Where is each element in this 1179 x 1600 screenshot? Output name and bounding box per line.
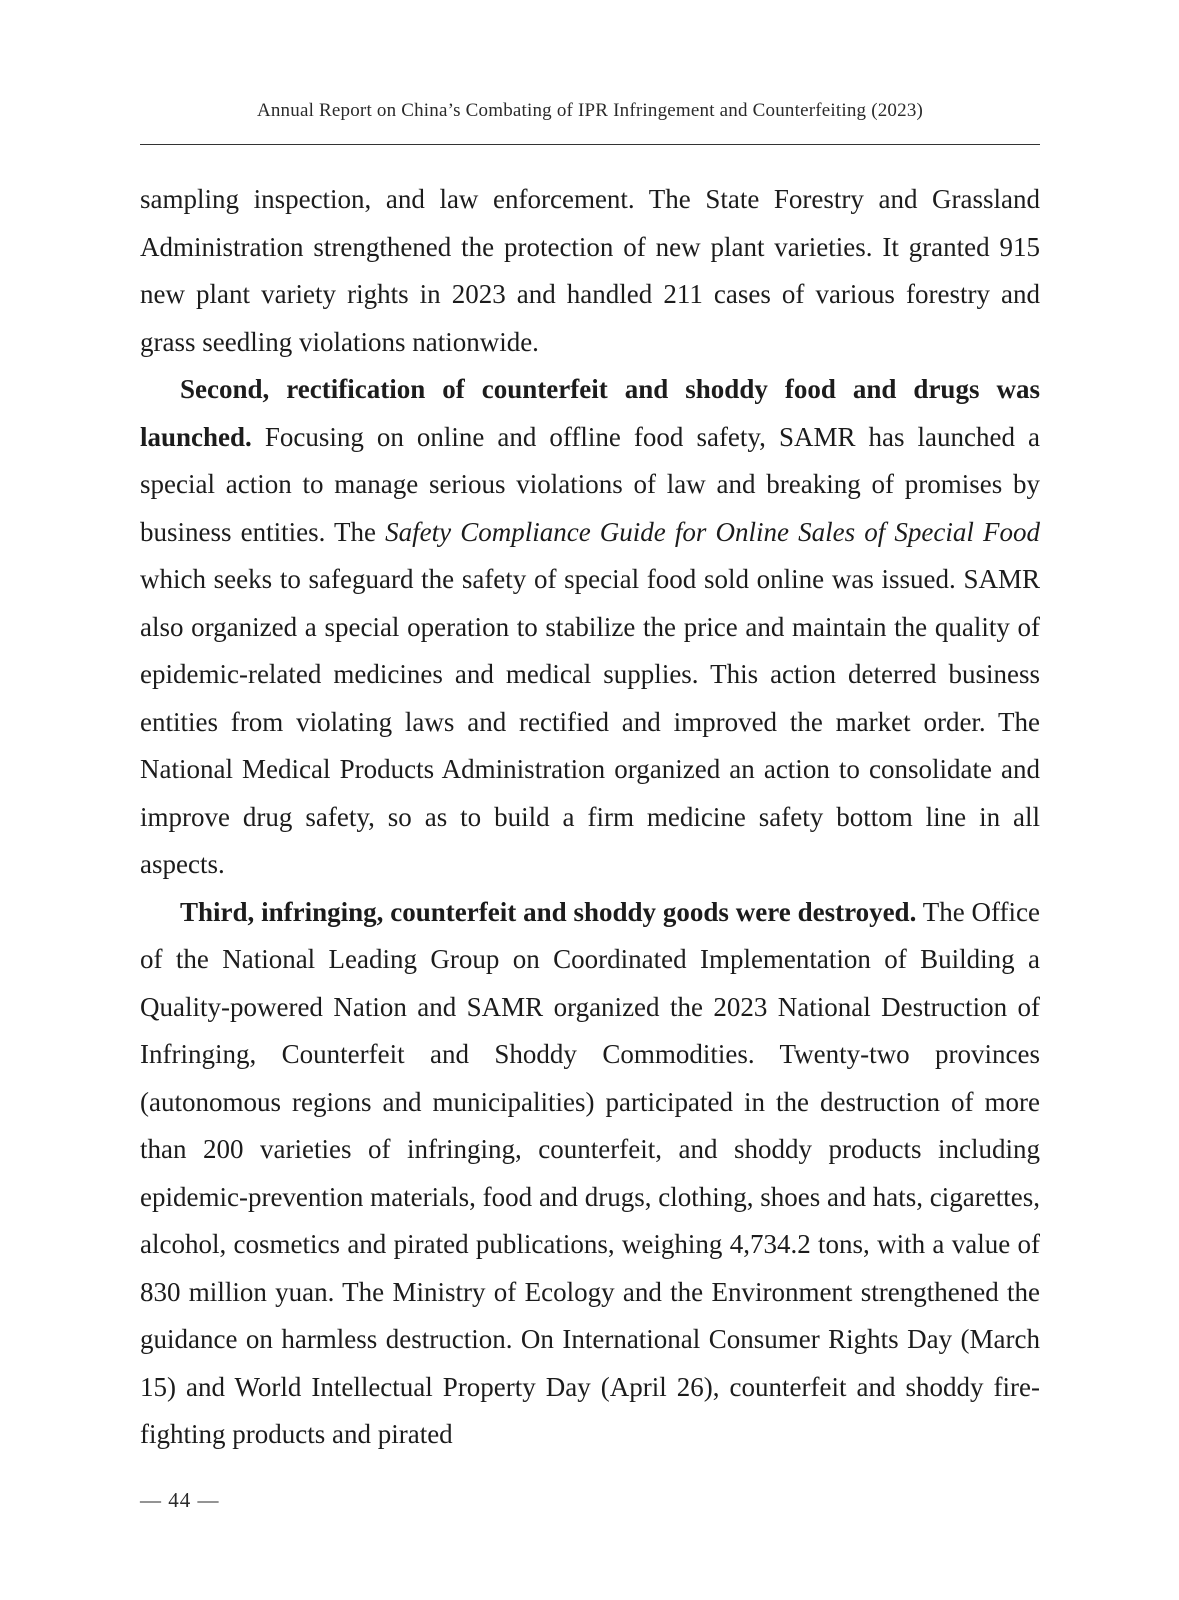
running-header: Annual Report on China’s Combating of IPR Infringement and Counterfeiting (2023) xyxy=(256,100,924,121)
header-rule xyxy=(140,144,1040,145)
paragraph-text: Focusing on online and offline food safety, SAMR has launched a special action to manage serious violations of law and breaking of promises by business entities. The xyxy=(140,421,1040,547)
document-title-italic: Safety Compliance Guide for Online Sales of Special Food xyxy=(385,516,1040,547)
paragraph-continuation: sampling inspection, and law enforcement. The State Forestry and Grassland Administration strengthened the protection of new plant varieties. It granted 915 new plant variety rights in 2023 and handled 211 cases of various forestry and grass seedling violations nationwide. xyxy=(140,184,1040,357)
paragraph-food-drugs xyxy=(140,366,1040,889)
paragraph-lead: Second, rectification of counterfeit and shoddy food and drugs was launched. xyxy=(140,374,1040,452)
body-text xyxy=(140,176,1040,1459)
paragraph-lead: Third, infringing, counterfeit and shoddy goods were destroyed. xyxy=(180,896,917,927)
paragraph-destruction xyxy=(140,889,1040,1459)
page-number: — 44 — xyxy=(140,1488,220,1512)
paragraph-text: which seeks to safeguard the safety of special food sold online was issued. SAMR also organized a special operation to stabilize the price and maintain the quality of epidemic-related medicines and medical supplies. This action deterred business entities from violating laws and rectified and improved the market order. The National Medical Products Administration organized an action to consolidate and improve drug safety, so as to build a firm medicine safety bottom line in all aspects. xyxy=(140,564,1040,879)
paragraph-text: The Office of the National Leading Group on Coordinated Implementation of Building a Quality-powered Nation and SAMR organized the 2023 National Destruction of Infringing, Counterfeit and Shoddy Commodities. Twenty-two provinces (autonomous regions and municipalities) participated in the destruction of more than 200 varieties of infringing, counterfeit, and shoddy products including epidemic-prevention materials, food and drugs, clothing, shoes and hats, cigarettes, alcohol, cosmetics and pirated publications, weighing 4,734.2 tons, with a value of 830 million yuan. The Ministry of Ecology and the Environment strengthened the guidance on harmless destruction. On International Consumer Rights Day (March 15) and World Intellectual Property Day (April 26), counterfeit and shoddy fire-fighting products and pirated xyxy=(140,896,1040,1449)
